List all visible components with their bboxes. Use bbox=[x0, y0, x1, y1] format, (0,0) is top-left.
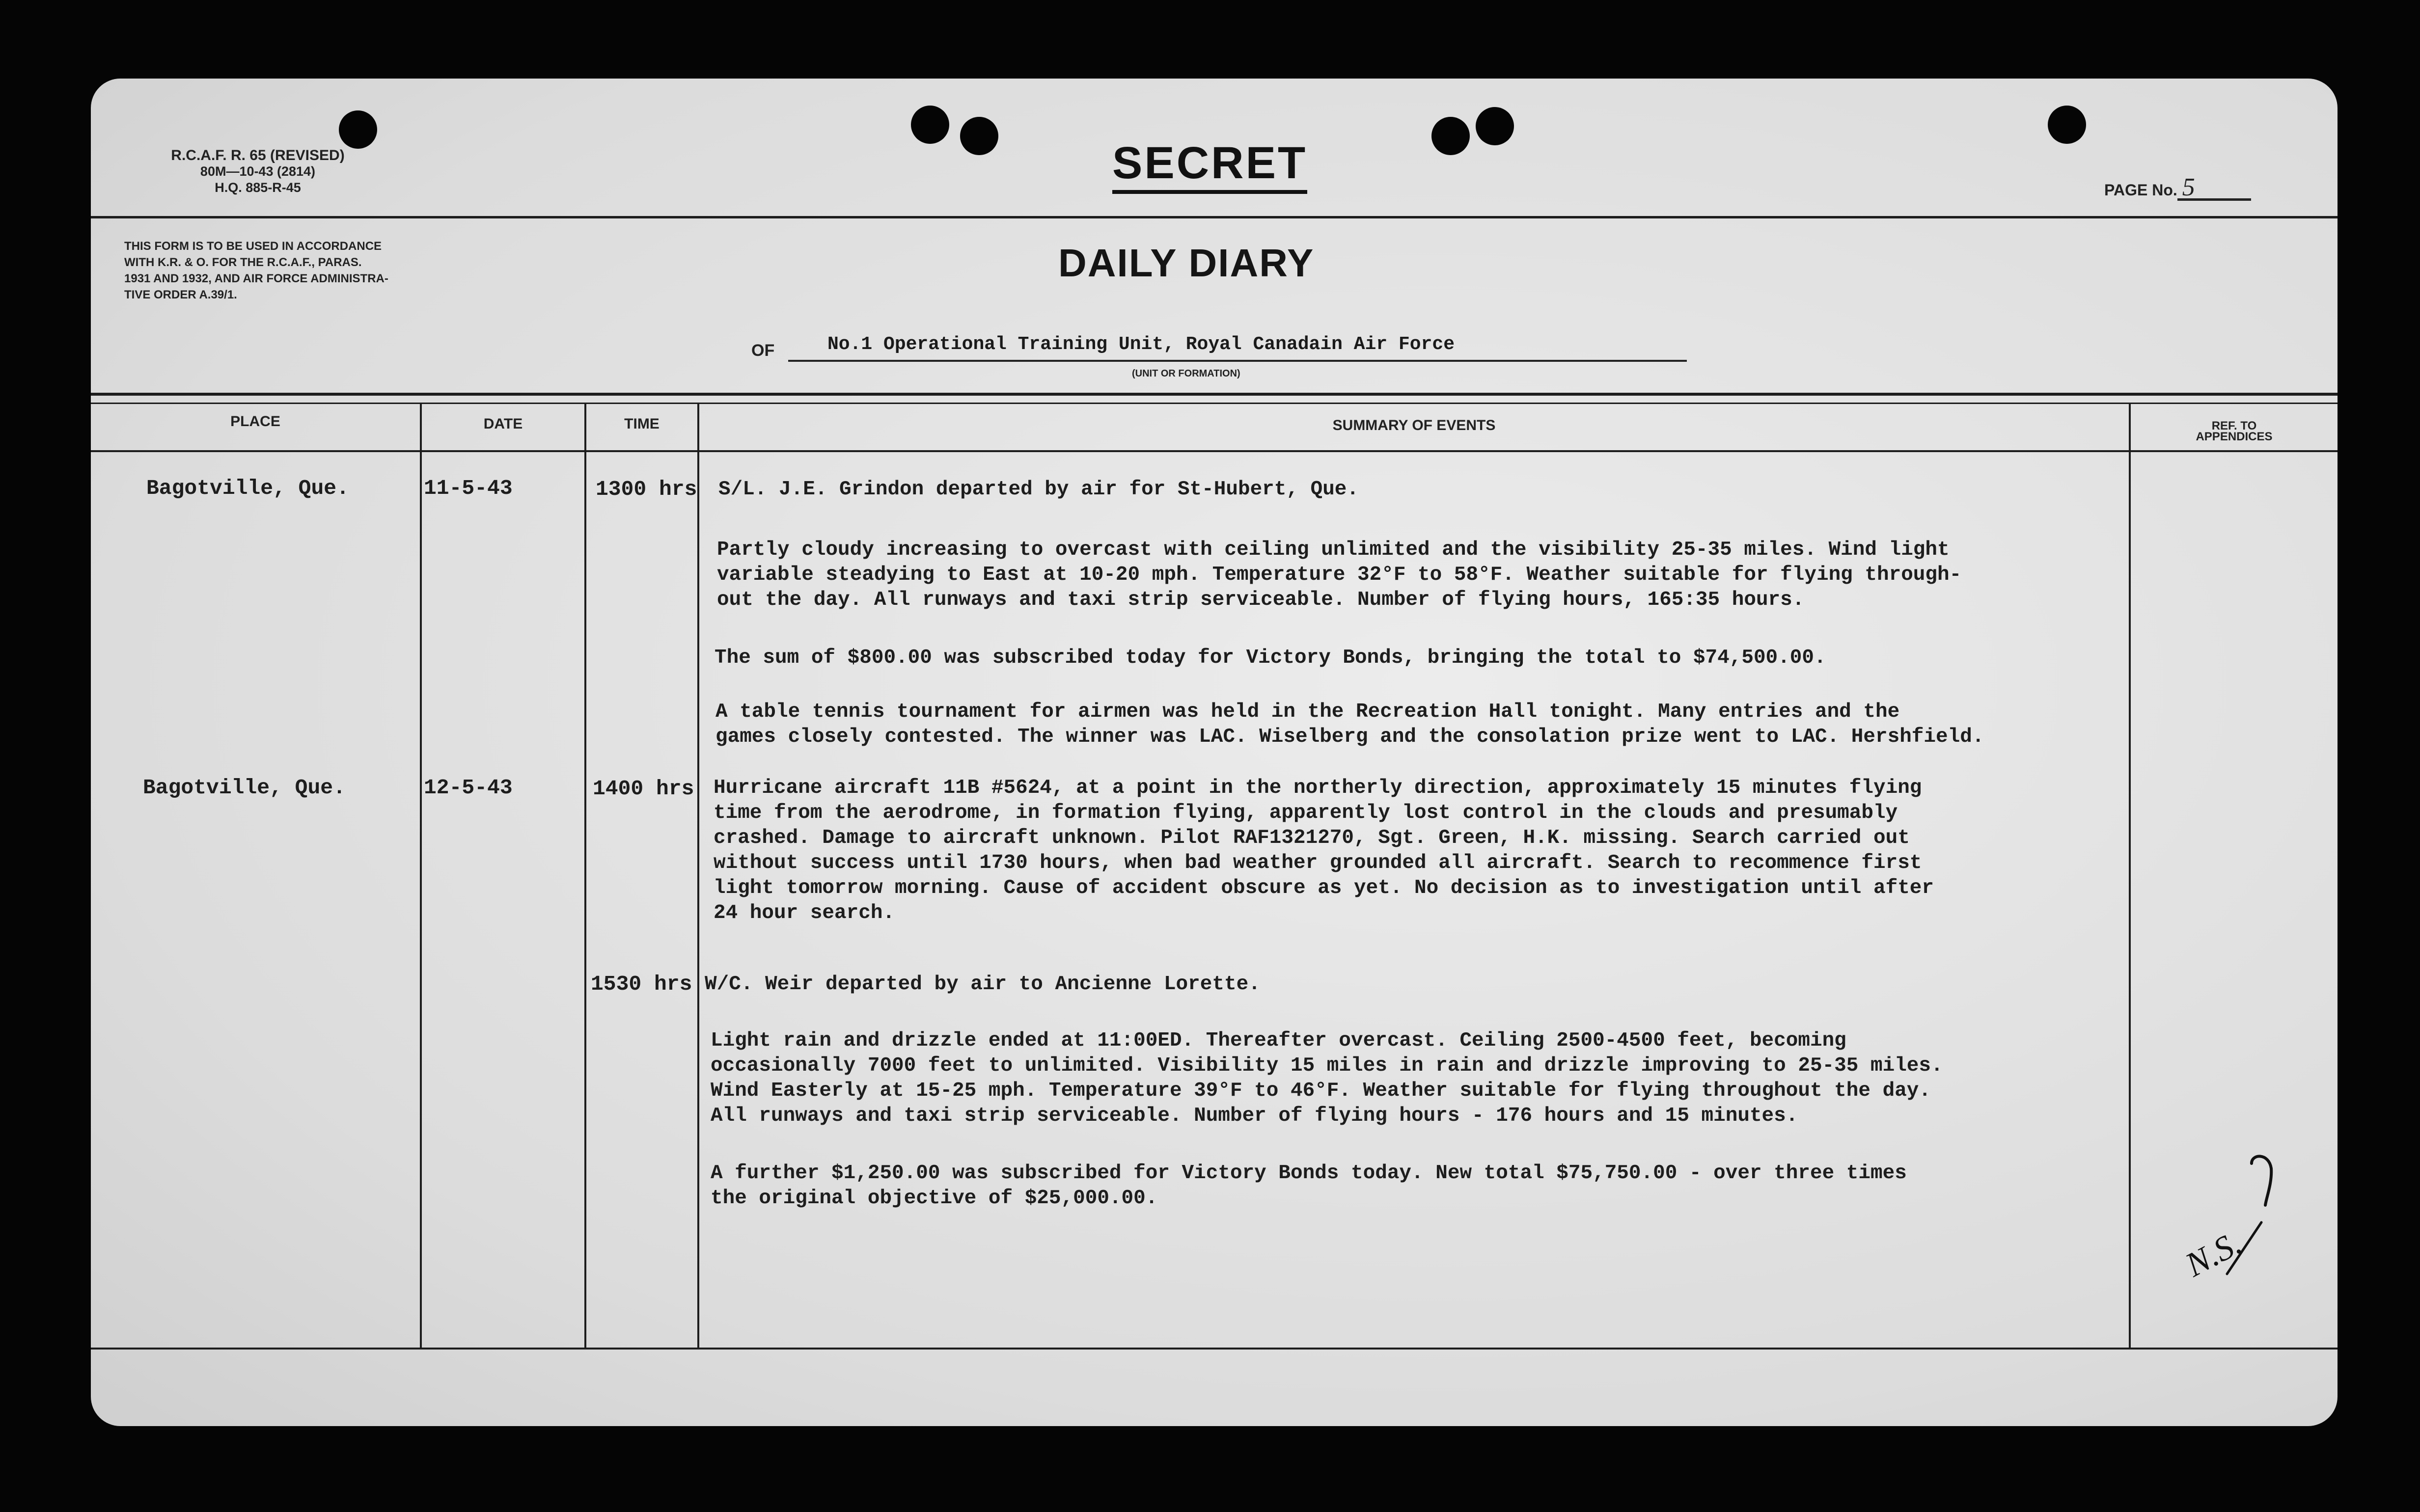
punch-hole bbox=[960, 117, 998, 155]
unit-caption: (UNIT OR FORMATION) bbox=[1132, 368, 1240, 379]
hq-file: H.Q. 885-R-45 bbox=[215, 180, 301, 195]
summary-paragraph: The sum of $800.00 was subscribed today for Victory Bonds, bringing the total to $74,500.00. bbox=[715, 647, 1826, 669]
unit-name: No.1 Operational Training Unit, Royal Canadain Air Force bbox=[827, 334, 1455, 355]
entry-date: 12-5-43 bbox=[424, 776, 513, 800]
table-top-rule-inner bbox=[91, 403, 2338, 404]
header-rule bbox=[91, 216, 2338, 218]
column-header-date: DATE bbox=[483, 416, 523, 432]
column-divider bbox=[2129, 403, 2131, 1348]
summary-paragraph: W/C. Weir departed by air to Ancienne Lorette. bbox=[705, 973, 1261, 996]
column-header-time: TIME bbox=[624, 416, 660, 432]
entry-place: Bagotville, Que. bbox=[143, 776, 346, 800]
column-divider bbox=[697, 403, 699, 1348]
unit-underline bbox=[788, 360, 1687, 362]
page-number-label: PAGE No. bbox=[2104, 181, 2177, 199]
column-header-ref: REF. TO APPENDICES bbox=[2196, 419, 2273, 443]
classification-heading: SECRET bbox=[1112, 137, 1307, 194]
punch-hole bbox=[911, 106, 949, 144]
summary-paragraph: Partly cloudy increasing to overcast with ceiling unlimited and the visibility 25-35 miles. Wind light variable steadying to East at 10-20 mph. Temperature 32°F to 58°F. Weather suitable for flying through- out the day. All runways and taxi strip serviceable. Number of flying hours, 165:35 hours. bbox=[717, 539, 1962, 611]
print-code: 80M—10-43 (2814) bbox=[200, 164, 316, 179]
punch-hole bbox=[2048, 106, 2086, 144]
column-header-rule bbox=[91, 450, 2338, 452]
unit-of-label: OF bbox=[751, 341, 775, 360]
table-top-rule bbox=[91, 393, 2338, 396]
summary-paragraph: A table tennis tournament for airmen was held in the Recreation Hall tonight. Many entries and the games closely contested. The winner was LAC. Wiselberg and the consolation prize went to LAC. Hershfield. bbox=[715, 701, 1984, 748]
punch-hole bbox=[1431, 117, 1470, 155]
handwritten-note-text: N.S. bbox=[2179, 1224, 2248, 1285]
entry-time: 1300 hrs bbox=[596, 477, 697, 501]
table-bottom-rule bbox=[91, 1348, 2338, 1350]
entry-time: 1530 hrs bbox=[591, 972, 692, 996]
summary-paragraph: Hurricane aircraft 11B #5624, at a point in the northerly direction, approximately 15 minutes flying time from the aerodrome, in formation flying, apparently lost control in the clouds and presumably crashed. Damage to aircraft unknown. Pilot RAF1321270, Sgt. Green, H.K. missing. Search carried out without success until 1730 hours, when bad weather grounded all aircraft. Search to recommence first light tomorrow morning. Cause of accident obscure as yet. No decision as to investigation until after 24 hour search. bbox=[714, 777, 1934, 924]
page-number-value: 5 bbox=[2177, 177, 2251, 201]
entry-time: 1400 hrs bbox=[593, 777, 694, 801]
column-header-place: PLACE bbox=[230, 413, 280, 430]
handwritten-annotation bbox=[2178, 1149, 2306, 1296]
page-number bbox=[2104, 173, 2251, 201]
diary-page bbox=[91, 79, 2338, 1426]
form-number: R.C.A.F. R. 65 (REVISED) bbox=[171, 147, 345, 163]
entry-date: 11-5-43 bbox=[424, 476, 513, 500]
summary-paragraph: S/L. J.E. Grindon departed by air for St-Hubert, Que. bbox=[718, 478, 1359, 501]
column-divider bbox=[584, 403, 586, 1348]
form-reference bbox=[130, 147, 385, 196]
punch-hole bbox=[1476, 107, 1514, 145]
punch-hole bbox=[339, 110, 377, 149]
summary-paragraph: Light rain and drizzle ended at 11:00ED. Thereafter overcast. Ceiling 2500-4500 feet, becoming occasionally 7000 feet to unlimited. Visibility 15 miles in rain and drizzle improving to 25-35 miles. Wind Easterly at 15-25 mph. Temperature 39°F to 46°F. Weather suitable for flying throughout the day. All runways and taxi strip serviceable. Number of flying hours - 176 hours and 15 minutes. bbox=[711, 1029, 1943, 1127]
entry-place: Bagotville, Que. bbox=[146, 476, 349, 500]
form-usage-notice: THIS FORM IS TO BE USED IN ACCORDANCE WITH K.R. & O. FOR THE R.C.A.F., PARAS. 1931 AND 1932, AND AIR FORCE ADMINISTRA- TIVE ORDER A.39/1. bbox=[124, 240, 388, 301]
summary-paragraph: A further $1,250.00 was subscribed for Victory Bonds today. New total $75,750.00 - over three times the original objective of $25,000.00. bbox=[711, 1162, 1907, 1210]
column-header-summary: SUMMARY OF EVENTS bbox=[1332, 417, 1496, 433]
column-divider bbox=[420, 403, 422, 1348]
page-title: DAILY DIARY bbox=[1058, 241, 1315, 285]
